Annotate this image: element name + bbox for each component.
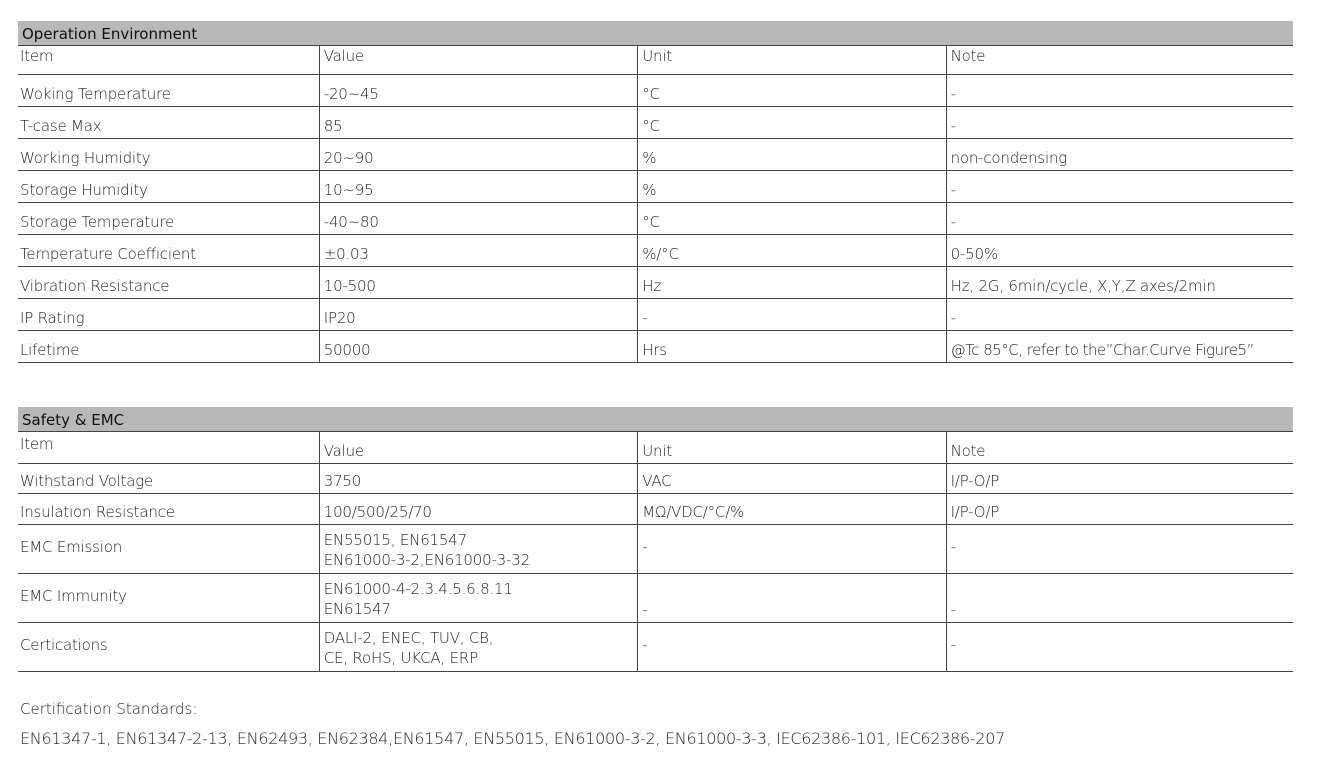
value-cell: -20~45 (319, 74, 637, 106)
column-header-item: Item (18, 432, 319, 463)
note-cell: - (946, 573, 1293, 622)
value-cell: 10~95 (319, 170, 637, 202)
certification-standards-text: EN61347-1, EN61347-2-13, EN62493, EN62384,EN61547, EN55015, EN61000-3-2, EN61000-3-3, IEC62386-101, IEC62386-207 (20, 729, 1005, 748)
unit-cell: - (638, 298, 946, 330)
table-row (18, 330, 1293, 362)
value-line: EN61547 (323, 599, 391, 618)
item-cell: Certications (18, 622, 319, 671)
table-row (18, 170, 1293, 202)
value-cell: 10-500 (319, 266, 637, 298)
note-cell: I/P-O/P (946, 493, 1293, 524)
unit-cell: - (638, 524, 946, 573)
table-row (18, 622, 1293, 671)
column-header-value: Value (319, 432, 637, 463)
note-cell: @Tc 85°C, refer to the”Char.Curve Figure5” (946, 330, 1293, 362)
value-cell: 100/500/25/70 (319, 493, 637, 524)
column-header-note: Note (946, 46, 1293, 74)
unit-cell: VAC (638, 463, 946, 493)
unit-cell: % (638, 138, 946, 170)
column-header-item: Item (18, 46, 319, 74)
note-cell: I/P-O/P (946, 463, 1293, 493)
table-header-row (18, 432, 1293, 463)
column-header-unit: Unit (638, 46, 946, 74)
section-title: Safety & EMC (18, 407, 1293, 432)
column-header-note: Note (946, 432, 1293, 463)
note-cell: - (946, 74, 1293, 106)
item-cell: EMC Emission (18, 524, 319, 573)
value-cell: 20~90 (319, 138, 637, 170)
table-row (18, 266, 1293, 298)
item-cell: Working Humidity (18, 138, 319, 170)
value-line: EN61000-4-2.3.4.5.6.8.11 (323, 579, 513, 598)
note-cell: - (946, 170, 1293, 202)
item-cell: EMC Immunity (18, 573, 319, 622)
value-line: DALI-2, ENEC, TUV, CB, (323, 628, 494, 647)
value-cell (319, 573, 637, 622)
unit-cell: %/°C (638, 234, 946, 266)
unit-cell: % (638, 170, 946, 202)
note-cell: 0-50% (946, 234, 1293, 266)
safety-emc-table (18, 432, 1293, 672)
item-cell: Vibration Resistance (18, 266, 319, 298)
item-cell: Temperature Coefficient (18, 234, 319, 266)
table-header-row (18, 46, 1293, 74)
column-header-unit: Unit (638, 432, 946, 463)
value-cell: ±0.03 (319, 234, 637, 266)
unit-cell: °C (638, 106, 946, 138)
item-cell: Withstand Voltage (18, 463, 319, 493)
unit-cell: MΩ/VDC/°C/% (638, 493, 946, 524)
note-cell: - (946, 298, 1293, 330)
value-cell (319, 622, 637, 671)
operation-environment-section (18, 21, 1293, 363)
unit-cell: - (638, 573, 946, 622)
note-cell: Hz, 2G, 6min/cycle, X,Y,Z axes/2min (946, 266, 1293, 298)
item-cell: IP Rating (18, 298, 319, 330)
unit-cell: °C (638, 202, 946, 234)
value-cell: 3750 (319, 463, 637, 493)
table-row (18, 573, 1293, 622)
value-line: EN55015, EN61547 (323, 530, 467, 549)
table-row (18, 138, 1293, 170)
table-row (18, 463, 1293, 493)
note-cell: non-condensing (946, 138, 1293, 170)
table-row (18, 106, 1293, 138)
note-cell: - (946, 622, 1293, 671)
item-cell: T-case Max (18, 106, 319, 138)
operation-environment-table (18, 46, 1293, 363)
item-cell: Storage Humidity (18, 170, 319, 202)
value-cell: -40~80 (319, 202, 637, 234)
unit-cell: Hrs (638, 330, 946, 362)
safety-emc-section (18, 407, 1293, 672)
value-cell: 50000 (319, 330, 637, 362)
unit-cell: - (638, 622, 946, 671)
value-line: EN61000-3-2,EN61000-3-32 (323, 550, 530, 569)
note-cell: - (946, 106, 1293, 138)
note-cell: - (946, 524, 1293, 573)
value-cell: 85 (319, 106, 637, 138)
certification-standards-label: Certification Standards: (20, 700, 198, 718)
item-cell: Insulation Resistance (18, 493, 319, 524)
table-row (18, 74, 1293, 106)
table-row (18, 234, 1293, 266)
table-row (18, 493, 1293, 524)
value-line: CE, RoHS, UKCA, ERP (323, 648, 478, 667)
value-cell (319, 524, 637, 573)
unit-cell: Hz (638, 266, 946, 298)
table-row (18, 524, 1293, 573)
item-cell: Storage Temperature (18, 202, 319, 234)
column-header-value: Value (319, 46, 637, 74)
unit-cell: °C (638, 74, 946, 106)
section-title: Operation Environment (18, 21, 1293, 46)
value-cell: IP20 (319, 298, 637, 330)
note-cell: - (946, 202, 1293, 234)
item-cell: Lifetime (18, 330, 319, 362)
item-cell: Woking Temperature (18, 74, 319, 106)
table-row (18, 298, 1293, 330)
table-row (18, 202, 1293, 234)
